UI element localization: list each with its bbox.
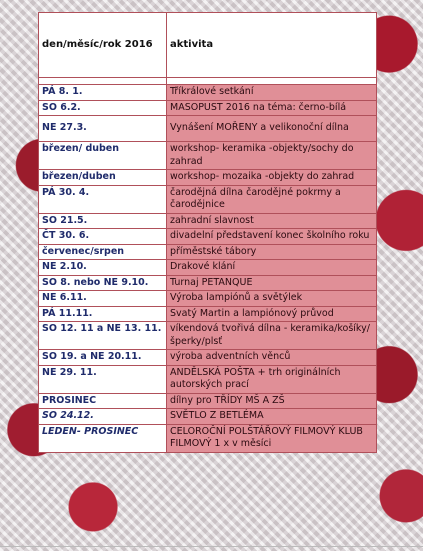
date-cell: ČT 30. 6. xyxy=(39,229,167,245)
table-row xyxy=(39,229,377,245)
date-cell: SO 19. a NE 20.11. xyxy=(39,350,167,366)
activity-cell: výroba adventních věnců xyxy=(167,350,377,366)
activity-cell: zahradní slavnost xyxy=(167,213,377,229)
activity-cell: dílny pro TŘÍDY MŠ A ZŠ xyxy=(167,393,377,409)
table-row xyxy=(39,100,377,116)
activity-cell: Svatý Martin a lampiónový průvod xyxy=(167,306,377,322)
activity-cell: CELOROČNÍ POLŠTÁŘOVÝ FILMOVÝ KLUB FILMOVÝ 1 x v měsíci xyxy=(167,424,377,452)
table-row xyxy=(39,291,377,307)
table-row xyxy=(39,213,377,229)
date-cell: NE 27.3. xyxy=(39,116,167,142)
activity-cell: MASOPUST 2016 na téma: černo-bílá xyxy=(167,100,377,116)
date-cell: SO 21.5. xyxy=(39,213,167,229)
table-row xyxy=(39,185,377,213)
date-cell: SO 12. 11 a NE 13. 11. xyxy=(39,322,167,350)
table-row xyxy=(39,244,377,260)
table-row xyxy=(39,365,377,393)
table-row xyxy=(39,322,377,350)
activity-cell: Tříkrálové setkání xyxy=(167,85,377,101)
date-cell: březen/ duben xyxy=(39,142,167,170)
table-row xyxy=(39,350,377,366)
date-cell: SO 6.2. xyxy=(39,100,167,116)
table-row xyxy=(39,306,377,322)
date-cell: PÁ 11.11. xyxy=(39,306,167,322)
header-date: den/měsíc/rok 2016 xyxy=(39,13,167,78)
date-cell: NE 6.11. xyxy=(39,291,167,307)
activity-cell: víkendová tvořivá dílna - keramika/košíky/šperky/plsť xyxy=(167,322,377,350)
date-cell: LEDEN- PROSINEC xyxy=(39,424,167,452)
activity-cell: Výroba lampiónů a světýlek xyxy=(167,291,377,307)
table-row xyxy=(39,275,377,291)
activity-cell: čarodějná dílna čarodějné pokrmy a čarodějnice xyxy=(167,185,377,213)
table-row xyxy=(39,85,377,101)
table-row xyxy=(39,170,377,186)
table-row xyxy=(39,260,377,276)
header-activity: aktivita xyxy=(167,13,377,78)
date-cell: PÁ 8. 1. xyxy=(39,85,167,101)
table-row xyxy=(39,409,377,425)
date-cell: PROSINEC xyxy=(39,393,167,409)
activity-cell: workshop- keramika -objekty/sochy do zahrad xyxy=(167,142,377,170)
date-cell: SO 24.12. xyxy=(39,409,167,425)
table-row xyxy=(39,116,377,142)
table-row xyxy=(39,393,377,409)
date-cell: NE 2.10. xyxy=(39,260,167,276)
activity-cell: ANDĚLSKÁ POŠTA + trh originálních autorských prací xyxy=(167,365,377,393)
schedule-table xyxy=(38,12,377,453)
date-cell: NE 29. 11. xyxy=(39,365,167,393)
activity-cell: workshop- mozaika -objekty do zahrad xyxy=(167,170,377,186)
table-row xyxy=(39,142,377,170)
date-cell: březen/duben xyxy=(39,170,167,186)
activity-cell: Vynášení MOŘENY a velikonoční dílna xyxy=(167,116,377,142)
activity-cell: Drakové klání xyxy=(167,260,377,276)
divider xyxy=(0,546,423,547)
spacer-row xyxy=(39,78,377,85)
activity-cell: SVĚTLO Z BETLÉMA xyxy=(167,409,377,425)
header-row xyxy=(39,13,377,78)
date-cell: červenec/srpen xyxy=(39,244,167,260)
table-row xyxy=(39,424,377,452)
date-cell: SO 8. nebo NE 9.10. xyxy=(39,275,167,291)
activity-cell: divadelní představení konec školního roku xyxy=(167,229,377,245)
activity-cell: příměstské tábory xyxy=(167,244,377,260)
activity-cell: Turnaj PETANQUE xyxy=(167,275,377,291)
date-cell: PÁ 30. 4. xyxy=(39,185,167,213)
